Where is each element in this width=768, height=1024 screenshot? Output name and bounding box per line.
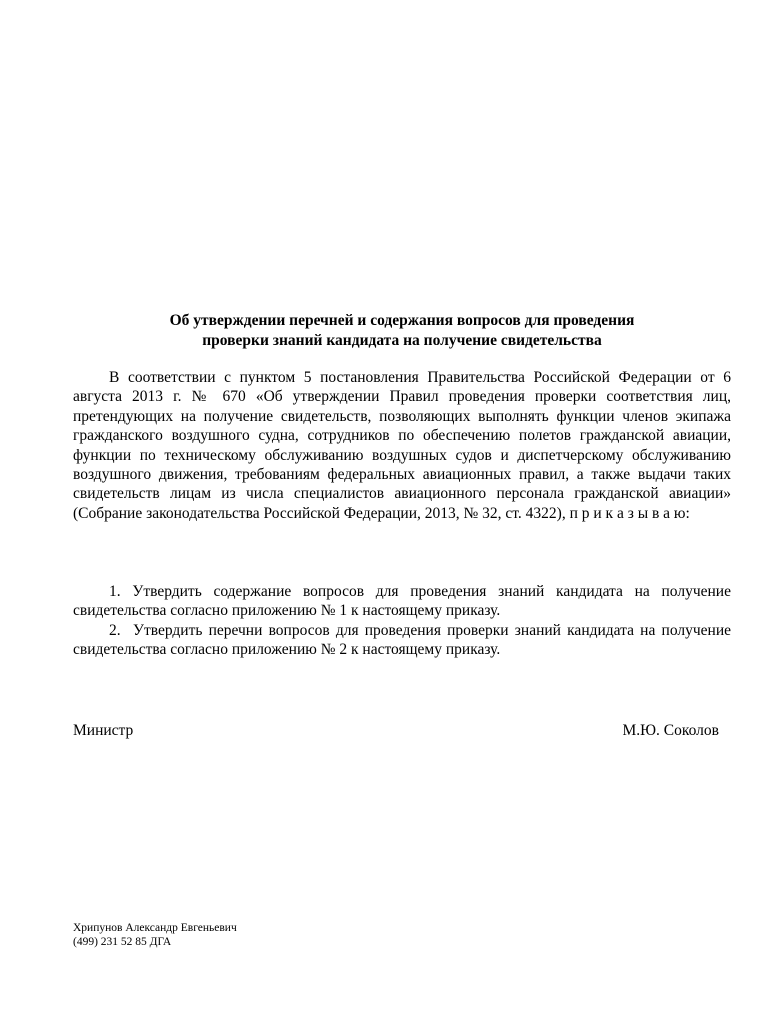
order-items-list [73,582,731,660]
signatory-position: Министр [73,722,134,739]
list-item-number: 2. [109,621,121,639]
executor-footer [73,921,237,949]
preamble-paragraph: В соответствии с пунктом 5 постановления Правительства Российской Федерации от 6 августа 2013 г. № 670 «Об утверждении Правил проведения проверки соответствия лиц, претендующих на получение свидетельств, позволяющих выполнять функции членов экипажа гражданского воздушного судна, сотрудников по обеспечению полетов гражданской авиации, функции по техническому обслуживанию воздушных судов и диспетчерскому обслуживанию воздушного движения, требованиям федеральных авиационных правил, а также выдачи таких свидетельств лицам из числа специалистов авиационного персонала гражданской авиации» (Собрание законодательства Российской Федерации, 2013, № 32, ст. 4322), п р и к а з ы в а ю: [73,369,731,522]
list-item-text: Утвердить содержание вопросов для проведения знаний кандидата на получение свидетельства согласно приложению № 1 к настоящему приказу. [73,583,731,620]
executor-name: Хрипунов Александр Евгеньевич [73,922,237,934]
signatory-name: М.Ю. Соколов [622,722,719,739]
list-item [73,621,731,660]
title-line-1: Об утверждении перечней и содержания вопросов для проведения [169,312,635,329]
title-line-2: проверки знаний кандидата на получение свидетельства [202,332,602,349]
executor-phone: (499) 231 52 85 ДГА [73,936,172,948]
signature-block [73,721,719,741]
document-title [72,311,732,351]
list-item [73,582,731,621]
list-item-text: Утвердить перечни вопросов для проведения проверки знаний кандидата на получение свидетельства согласно приложению № 2 к настоящему приказу. [73,621,731,659]
list-item-number: 1. [109,583,121,600]
